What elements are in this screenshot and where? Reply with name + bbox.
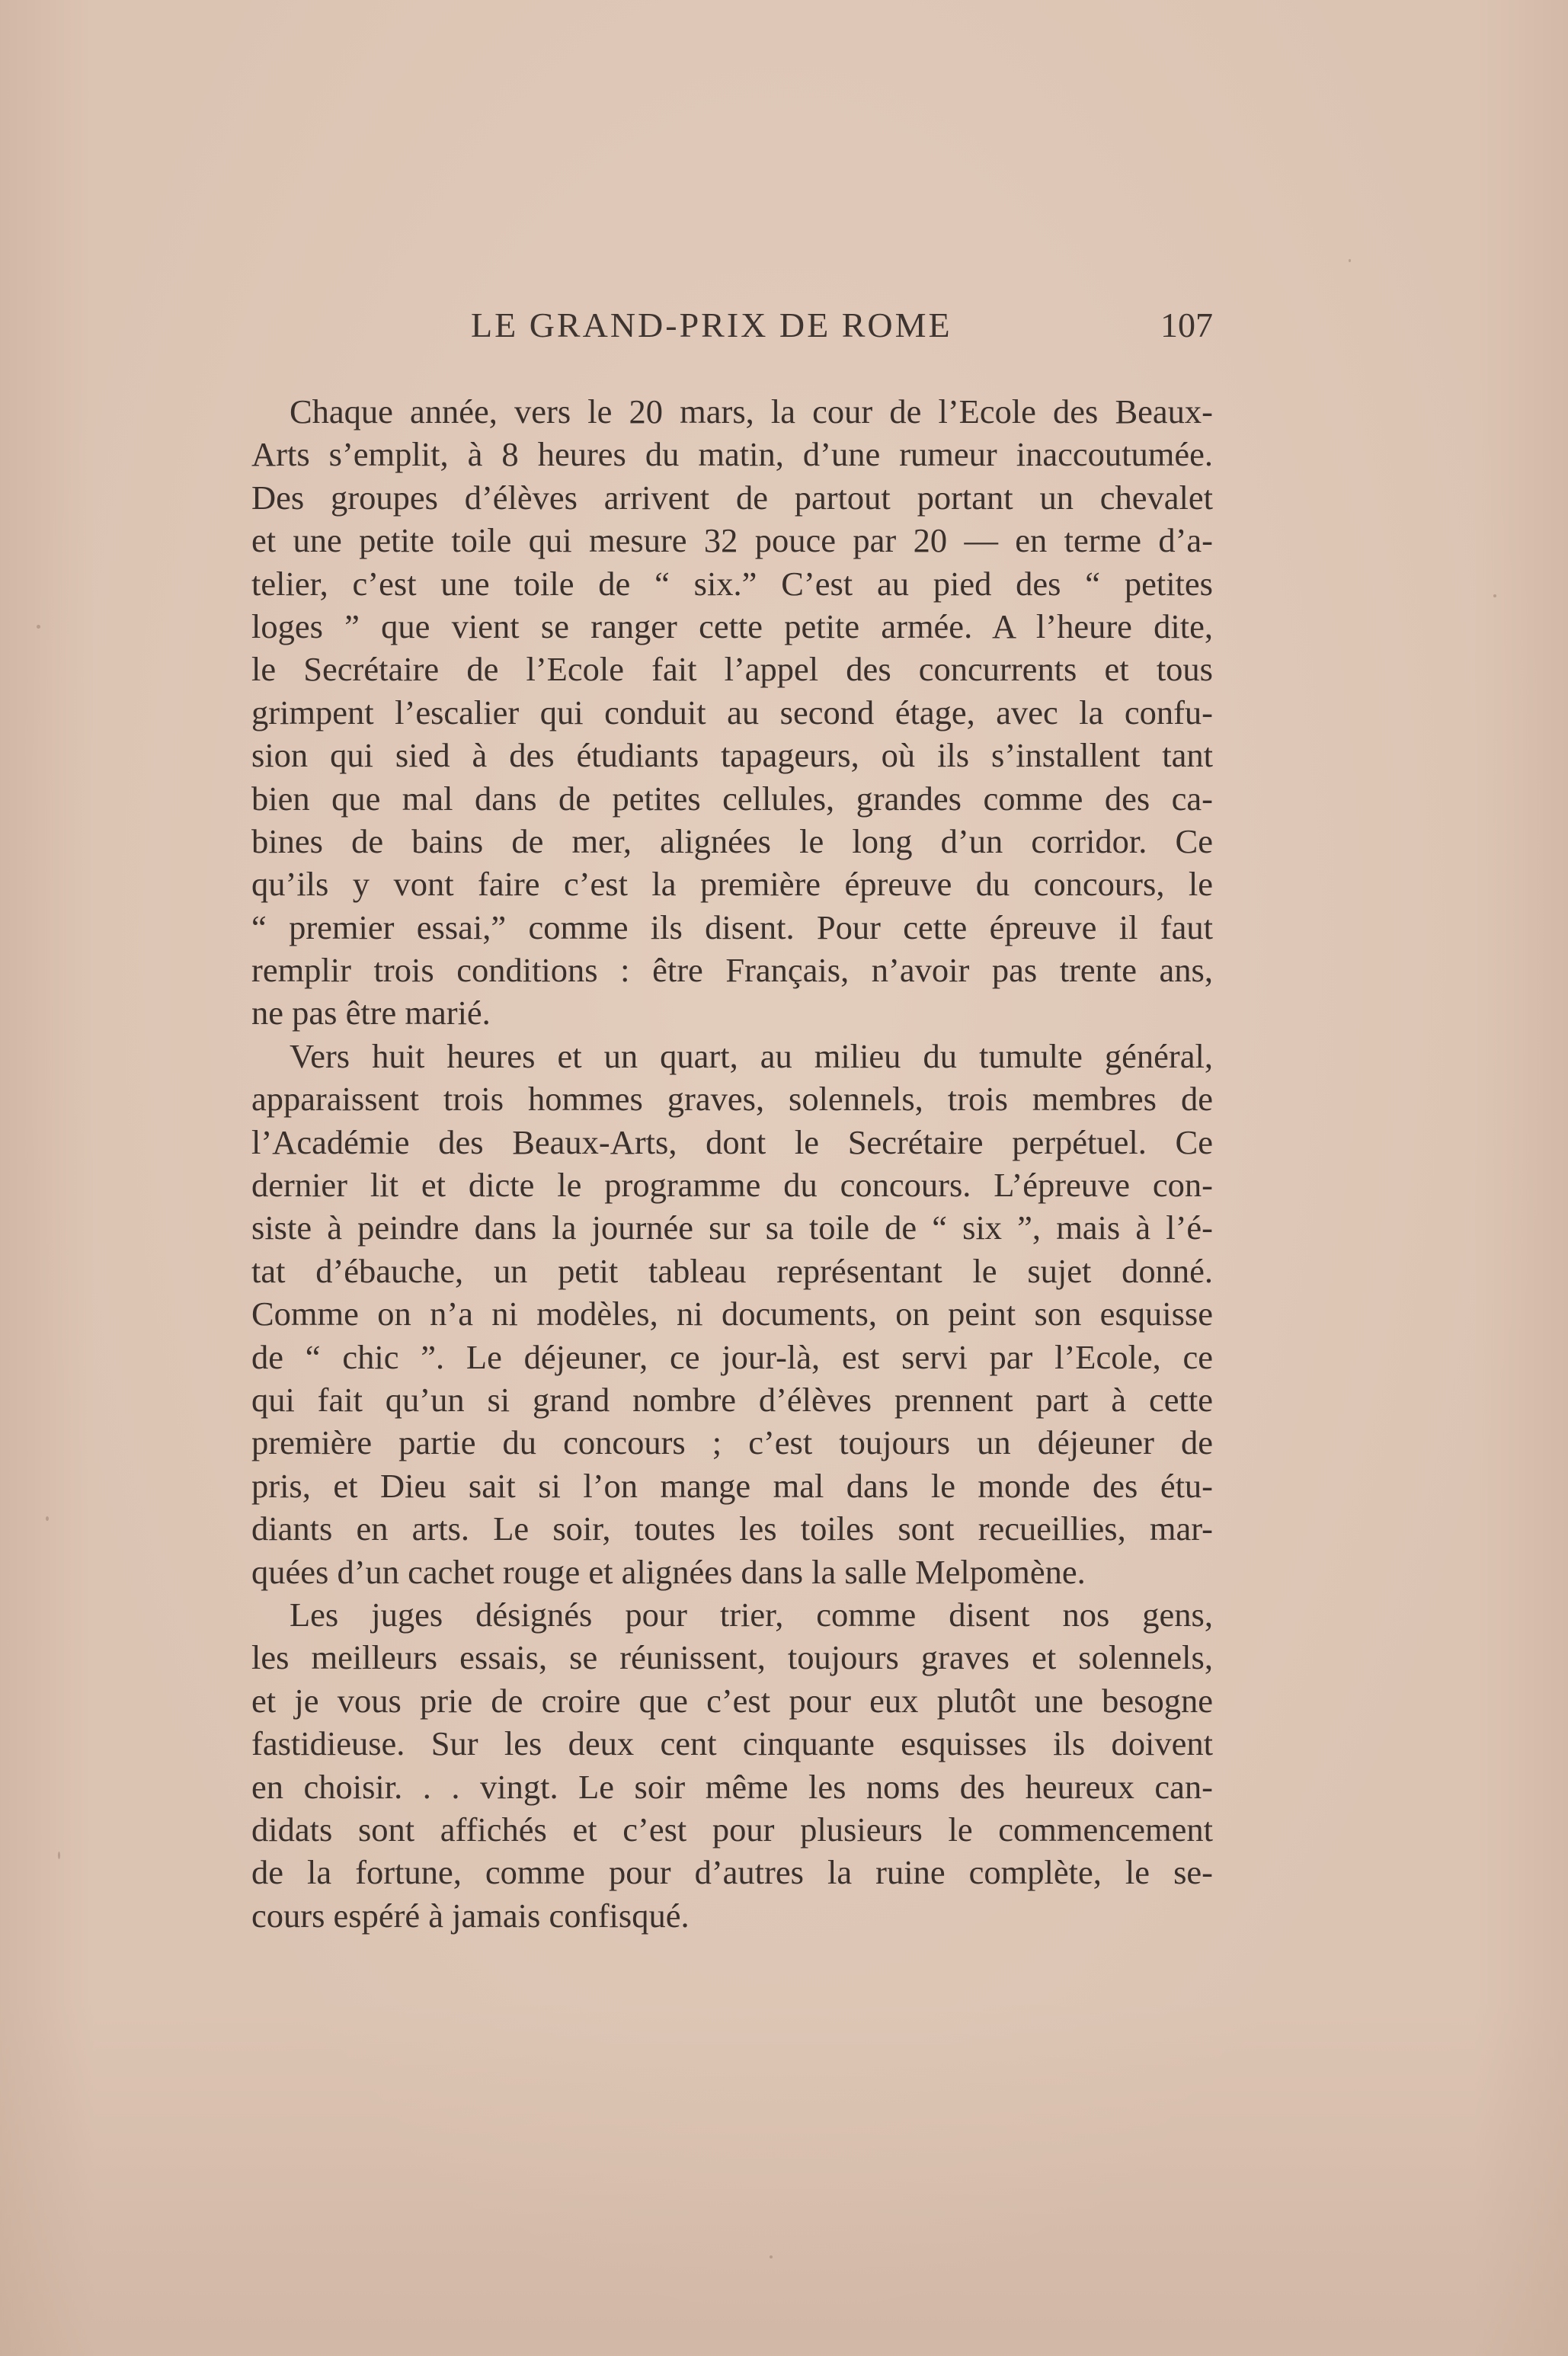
text-line: tat d’ébauche, un petit tableau représentant le sujet donné. bbox=[251, 1251, 1213, 1290]
text-line: ne pas être marié. bbox=[251, 994, 491, 1032]
text-line: et une petite toile qui mesure 32 pouce par 20 — en terme d’a- bbox=[251, 521, 1213, 560]
text-line: dernier lit et dicte le programme du concours. L’épreuve con- bbox=[251, 1166, 1213, 1205]
text-line: en choisir. . . vingt. Le soir même les noms des heureux can- bbox=[251, 1767, 1213, 1806]
text-line: qui fait qu’un si grand nombre d’élèves prennent part à cette bbox=[251, 1380, 1213, 1419]
text-line: première partie du concours ; c’est toujours un déjeuner de bbox=[251, 1423, 1213, 1462]
body-text bbox=[251, 390, 1213, 1937]
text-line: Vers huit heures et un quart, au milieu du tumulte général, bbox=[290, 1036, 1213, 1075]
text-line: qu’ils y vont faire c’est la première épreuve du concours, le bbox=[251, 865, 1213, 904]
running-title: LE GRAND-PRIX DE ROME bbox=[471, 306, 952, 344]
text-line: bines de bains de mer, alignées le long d’un corridor. Ce bbox=[251, 821, 1213, 860]
text-line: et je vous prie de croire que c’est pour eux plutôt une besogne bbox=[251, 1681, 1213, 1720]
paragraph-3 bbox=[251, 1593, 1213, 1937]
text-line: Chaque année, vers le 20 mars, la cour de l’Ecole des Beaux- bbox=[290, 392, 1213, 431]
paragraph-2 bbox=[251, 1035, 1213, 1593]
text-line: diants en arts. Le soir, toutes les toiles sont recueillies, mar- bbox=[251, 1509, 1213, 1548]
text-line: siste à peindre dans la journée sur sa toile de “ six ”, mais à l’é- bbox=[251, 1208, 1213, 1247]
text-line: didats sont affichés et c’est pour plusieurs le commencement bbox=[251, 1810, 1213, 1849]
text-line: remplir trois conditions : être Français, n’avoir pas trente ans, bbox=[251, 951, 1213, 990]
paragraph-1 bbox=[251, 390, 1213, 1035]
text-line: Comme on n’a ni modèles, ni documents, on peint son esquisse bbox=[251, 1295, 1213, 1333]
text-line: le Secrétaire de l’Ecole fait l’appel des concurrents et tous bbox=[251, 650, 1213, 689]
text-line: “ premier essai,” comme ils disent. Pour cette épreuve il faut bbox=[251, 908, 1213, 946]
text-line: Des groupes d’élèves arrivent de partout portant un chevalet bbox=[251, 478, 1213, 517]
text-line: de “ chic ”. Le déjeuner, ce jour-là, est servi par l’Ecole, ce bbox=[251, 1337, 1213, 1376]
text-line: quées d’un cachet rouge et alignées dans la salle Melpomène. bbox=[251, 1552, 1086, 1591]
text-line: telier, c’est une toile de “ six.” C’est au pied des “ petites bbox=[251, 564, 1213, 603]
text-line: sion qui sied à des étudiants tapageurs, où ils s’installent tant bbox=[251, 736, 1213, 775]
text-line: bien que mal dans de petites cellules, grandes comme des ca- bbox=[251, 779, 1213, 818]
text-line: Arts s’emplit, à 8 heures du matin, d’une rumeur inaccoutumée. bbox=[251, 435, 1213, 474]
page-number: 107 bbox=[1160, 306, 1213, 344]
page-header bbox=[251, 305, 1213, 358]
text-line: Les juges désignés pour trier, comme disent nos gens, bbox=[290, 1595, 1213, 1634]
text-line: cours espéré à jamais confisqué. bbox=[251, 1896, 690, 1935]
text-line: les meilleurs essais, se réunissent, toujours graves et solennels, bbox=[251, 1638, 1213, 1677]
text-line: apparaissent trois hommes graves, solennels, trois membres de bbox=[251, 1080, 1213, 1119]
text-line: grimpent l’escalier qui conduit au second étage, avec la confu- bbox=[251, 693, 1213, 731]
text-line: loges ” que vient se ranger cette petite armée. A l’heure dite, bbox=[251, 607, 1213, 645]
text-line: fastidieuse. Sur les deux cent cinquante esquisses ils doivent bbox=[251, 1724, 1213, 1763]
text-line: pris, et Dieu sait si l’on mange mal dans le monde des étu- bbox=[251, 1466, 1213, 1505]
text-line: de la fortune, comme pour d’autres la ruine complète, le se- bbox=[251, 1853, 1213, 1892]
text-line: l’Académie des Beaux-Arts, dont le Secrétaire perpétuel. Ce bbox=[251, 1122, 1213, 1161]
